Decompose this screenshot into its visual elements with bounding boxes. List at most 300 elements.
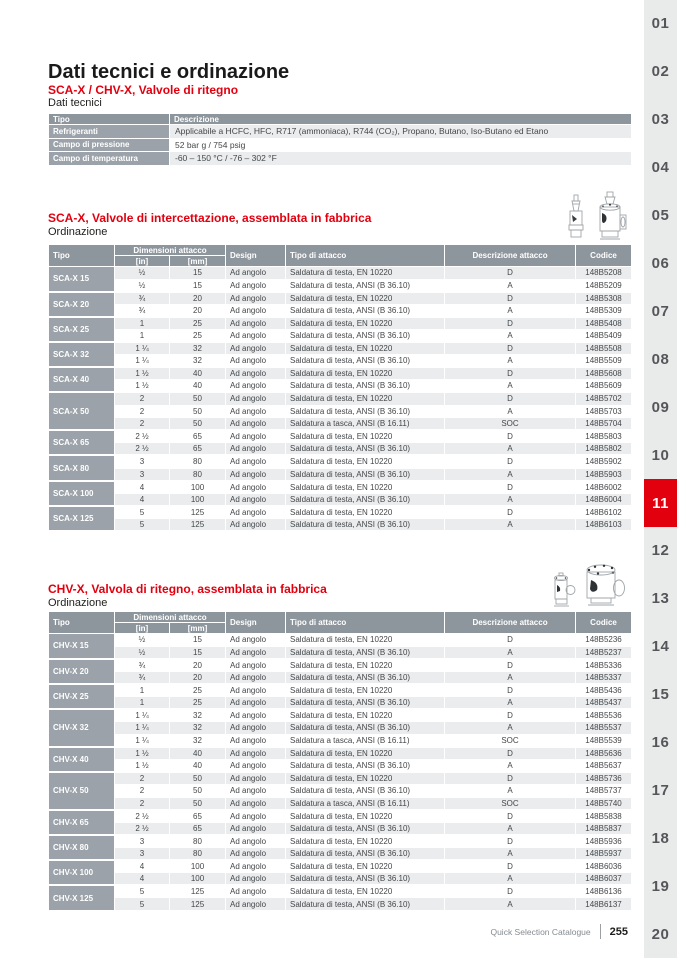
check-valve-small-icon bbox=[552, 572, 576, 610]
cell-descr: D bbox=[445, 392, 576, 405]
cell-design: Ad angolo bbox=[226, 355, 286, 368]
cell-mm: 32 bbox=[170, 709, 226, 722]
cell-att: Saldatura di testa, EN 10220 bbox=[286, 317, 445, 330]
cell-att: Saldatura di testa, ANSI (B 36.10) bbox=[286, 873, 445, 886]
cell-code: 148B5408 bbox=[576, 317, 632, 330]
table-row bbox=[49, 317, 632, 330]
footer-divider bbox=[600, 924, 601, 939]
cell-descr: A bbox=[445, 493, 576, 506]
table-row bbox=[49, 722, 632, 735]
cell-mm: 50 bbox=[170, 797, 226, 810]
cell-code: 148B5208 bbox=[576, 267, 632, 280]
cell-descr: SOC bbox=[445, 734, 576, 747]
cell-mm: 50 bbox=[170, 785, 226, 798]
cell-in: ½ bbox=[115, 646, 170, 659]
type-cell: SCA-X 65 bbox=[49, 430, 115, 455]
table-row bbox=[49, 848, 632, 861]
cell-code: 148B5702 bbox=[576, 392, 632, 405]
cell-in: 2 bbox=[115, 392, 170, 405]
cell-in: 2 ½ bbox=[115, 430, 170, 443]
cell-in: 5 bbox=[115, 506, 170, 519]
cell-design: Ad angolo bbox=[226, 646, 286, 659]
table-row bbox=[49, 518, 632, 531]
cell-design: Ad angolo bbox=[226, 405, 286, 418]
cell-mm: 20 bbox=[170, 304, 226, 317]
cell-in: 5 bbox=[115, 518, 170, 531]
cell-design: Ad angolo bbox=[226, 822, 286, 835]
cell-att: Saldatura di testa, EN 10220 bbox=[286, 267, 445, 280]
cell-att: Saldatura di testa, ANSI (B 36.10) bbox=[286, 405, 445, 418]
table-row bbox=[49, 380, 632, 393]
cell-descr: D bbox=[445, 835, 576, 848]
cell-design: Ad angolo bbox=[226, 885, 286, 898]
cell-descr: D bbox=[445, 634, 576, 647]
cell-descr: D bbox=[445, 747, 576, 760]
cell-code: 148B5437 bbox=[576, 696, 632, 709]
col-header-tipo-attacco: Tipo di attacco bbox=[286, 612, 445, 634]
sidebar-item-01[interactable]: 01 bbox=[651, 15, 670, 33]
cell-mm: 15 bbox=[170, 279, 226, 292]
cell-descr: D bbox=[445, 317, 576, 330]
cell-in: 5 bbox=[115, 885, 170, 898]
col-header-design: Design bbox=[226, 612, 286, 634]
table-row bbox=[49, 405, 632, 418]
table-row bbox=[49, 329, 632, 342]
row-label: Campo di pressione bbox=[49, 138, 170, 152]
cell-att: Saldatura di testa, ANSI (B 36.10) bbox=[286, 304, 445, 317]
cell-design: Ad angolo bbox=[226, 430, 286, 443]
cell-descr: A bbox=[445, 279, 576, 292]
row-label: Refrigeranti bbox=[49, 125, 170, 139]
cell-descr: A bbox=[445, 898, 576, 911]
cell-att: Saldatura di testa, ANSI (B 36.10) bbox=[286, 696, 445, 709]
sidebar-item-04[interactable]: 04 bbox=[651, 159, 670, 177]
cell-in: 2 ½ bbox=[115, 443, 170, 456]
cell-code: 148B5537 bbox=[576, 722, 632, 735]
table-row bbox=[49, 506, 632, 519]
cell-descr: A bbox=[445, 722, 576, 735]
cell-att: Saldatura di testa, EN 10220 bbox=[286, 684, 445, 697]
col-header-codice: Codice bbox=[576, 612, 632, 634]
table-header-row bbox=[49, 612, 632, 623]
cell-code: 148B5803 bbox=[576, 430, 632, 443]
cell-in: 1 ½ bbox=[115, 759, 170, 772]
col-header-mm: [mm] bbox=[170, 623, 226, 634]
angle-valve-large-icon bbox=[592, 191, 628, 243]
cell-design: Ad angolo bbox=[226, 304, 286, 317]
sidebar-item-03[interactable]: 03 bbox=[651, 111, 670, 129]
cell-code: 148B5209 bbox=[576, 279, 632, 292]
sidebar-item-06[interactable]: 06 bbox=[651, 254, 670, 272]
cell-descr: A bbox=[445, 355, 576, 368]
cell-code: 148B5637 bbox=[576, 759, 632, 772]
cell-code: 148B5936 bbox=[576, 835, 632, 848]
cell-mm: 65 bbox=[170, 810, 226, 823]
cell-att: Saldatura di testa, EN 10220 bbox=[286, 860, 445, 873]
cell-design: Ad angolo bbox=[226, 493, 286, 506]
type-cell: SCA-X 20 bbox=[49, 292, 115, 317]
sidebar-item-20[interactable]: 20 bbox=[651, 925, 670, 943]
chapter-nav bbox=[644, 0, 677, 958]
table-row bbox=[49, 810, 632, 823]
cell-code: 148B6103 bbox=[576, 518, 632, 531]
cell-att: Saldatura di testa, ANSI (B 36.10) bbox=[286, 785, 445, 798]
cell-att: Saldatura di testa, EN 10220 bbox=[286, 835, 445, 848]
row-label: Campo di temperatura bbox=[49, 152, 170, 166]
cell-descr: D bbox=[445, 506, 576, 519]
cell-descr: D bbox=[445, 367, 576, 380]
sidebar-item-02[interactable]: 02 bbox=[651, 63, 670, 81]
type-cell: SCA-X 40 bbox=[49, 367, 115, 392]
cell-mm: 32 bbox=[170, 342, 226, 355]
cell-in: 1 ¼ bbox=[115, 734, 170, 747]
cell-code: 148B5237 bbox=[576, 646, 632, 659]
type-cell: CHV-X 65 bbox=[49, 810, 115, 835]
page-footer bbox=[490, 924, 628, 939]
col-header-in: [in] bbox=[115, 623, 170, 634]
cell-in: 1 ½ bbox=[115, 367, 170, 380]
cell-in: 3 bbox=[115, 835, 170, 848]
sidebar-item-07[interactable]: 07 bbox=[651, 302, 670, 320]
cell-mm: 100 bbox=[170, 873, 226, 886]
cell-att: Saldatura di testa, EN 10220 bbox=[286, 430, 445, 443]
cell-mm: 80 bbox=[170, 455, 226, 468]
cell-mm: 40 bbox=[170, 367, 226, 380]
cell-code: 148B6136 bbox=[576, 885, 632, 898]
cell-design: Ad angolo bbox=[226, 392, 286, 405]
cell-in: 1 ¼ bbox=[115, 722, 170, 735]
cell-design: Ad angolo bbox=[226, 380, 286, 393]
cell-att: Saldatura di testa, EN 10220 bbox=[286, 506, 445, 519]
col-header-tipo: Tipo bbox=[49, 612, 115, 634]
cell-code: 148B6036 bbox=[576, 860, 632, 873]
section2-subheading: Ordinazione bbox=[48, 226, 108, 238]
cell-mm: 20 bbox=[170, 292, 226, 305]
row-value: Applicabile a HCFC, HFC, R717 (ammoniaca), R744 (CO₂), Propano, Butano, Iso-Butano ed Etano bbox=[170, 125, 632, 139]
cell-att: Saldatura di testa, ANSI (B 36.10) bbox=[286, 722, 445, 735]
cell-in: 5 bbox=[115, 898, 170, 911]
check-valve-large-icon bbox=[582, 562, 626, 610]
cell-code: 148B5838 bbox=[576, 810, 632, 823]
cell-att: Saldatura di testa, ANSI (B 36.10) bbox=[286, 329, 445, 342]
cell-att: Saldatura di testa, ANSI (B 36.10) bbox=[286, 671, 445, 684]
table-row bbox=[49, 279, 632, 292]
cell-mm: 80 bbox=[170, 835, 226, 848]
cell-in: 1 ½ bbox=[115, 747, 170, 760]
table-row bbox=[49, 392, 632, 405]
cell-mm: 25 bbox=[170, 696, 226, 709]
section2-heading: SCA-X, Valvole di intercettazione, assemblata in fabbrica bbox=[48, 211, 372, 225]
cell-code: 148B5902 bbox=[576, 455, 632, 468]
cell-code: 148B5236 bbox=[576, 634, 632, 647]
cell-in: ¾ bbox=[115, 671, 170, 684]
type-cell: CHV-X 80 bbox=[49, 835, 115, 860]
page-title: Dati tecnici e ordinazione bbox=[48, 61, 290, 84]
cell-design: Ad angolo bbox=[226, 722, 286, 735]
col-header-descrizione-attacco: Descrizione attacco bbox=[445, 612, 576, 634]
cell-descr: D bbox=[445, 430, 576, 443]
cell-descr: D bbox=[445, 342, 576, 355]
cell-code: 148B6004 bbox=[576, 493, 632, 506]
type-cell: CHV-X 20 bbox=[49, 659, 115, 684]
cell-design: Ad angolo bbox=[226, 443, 286, 456]
cell-design: Ad angolo bbox=[226, 759, 286, 772]
cell-code: 148B5337 bbox=[576, 671, 632, 684]
cell-code: 148B5737 bbox=[576, 785, 632, 798]
table-row bbox=[49, 785, 632, 798]
cell-mm: 15 bbox=[170, 267, 226, 280]
table-row bbox=[49, 355, 632, 368]
cell-design: Ad angolo bbox=[226, 329, 286, 342]
cell-design: Ad angolo bbox=[226, 734, 286, 747]
cell-in: 1 bbox=[115, 696, 170, 709]
cell-code: 148B6037 bbox=[576, 873, 632, 886]
cell-design: Ad angolo bbox=[226, 279, 286, 292]
cell-in: 2 bbox=[115, 797, 170, 810]
cell-code: 148B6137 bbox=[576, 898, 632, 911]
sidebar-item-17[interactable]: 17 bbox=[651, 781, 670, 799]
cell-att: Saldatura di testa, ANSI (B 36.10) bbox=[286, 848, 445, 861]
section3-product-icons bbox=[552, 562, 626, 610]
cell-att: Saldatura di testa, ANSI (B 36.10) bbox=[286, 468, 445, 481]
cell-design: Ad angolo bbox=[226, 848, 286, 861]
cell-design: Ad angolo bbox=[226, 634, 286, 647]
cell-design: Ad angolo bbox=[226, 518, 286, 531]
table-row bbox=[49, 430, 632, 443]
cell-code: 148B5703 bbox=[576, 405, 632, 418]
section1-heading: SCA-X / CHV-X, Valvole di ritegno bbox=[48, 83, 239, 97]
cell-in: 1 ¼ bbox=[115, 709, 170, 722]
col-header-descrizione: Descrizione bbox=[170, 114, 632, 125]
catalogue-name: Quick Selection Catalogue bbox=[490, 926, 591, 937]
cell-att: Saldatura di testa, EN 10220 bbox=[286, 367, 445, 380]
cell-in: ¾ bbox=[115, 659, 170, 672]
cell-descr: A bbox=[445, 380, 576, 393]
table-row bbox=[49, 860, 632, 873]
cell-mm: 20 bbox=[170, 659, 226, 672]
cell-design: Ad angolo bbox=[226, 659, 286, 672]
cell-descr: A bbox=[445, 822, 576, 835]
sidebar-item-09[interactable]: 09 bbox=[651, 398, 670, 416]
type-cell: SCA-X 50 bbox=[49, 392, 115, 430]
sidebar-item-10[interactable]: 10 bbox=[651, 446, 670, 464]
table-row bbox=[49, 292, 632, 305]
cell-code: 148B5903 bbox=[576, 468, 632, 481]
cell-design: Ad angolo bbox=[226, 684, 286, 697]
table-row bbox=[49, 418, 632, 431]
cell-descr: D bbox=[445, 772, 576, 785]
row-value: -60 – 150 °C / -76 – 302 °F bbox=[170, 152, 632, 166]
cell-descr: D bbox=[445, 267, 576, 280]
cell-design: Ad angolo bbox=[226, 709, 286, 722]
cell-code: 148B5609 bbox=[576, 380, 632, 393]
col-header-mm: [mm] bbox=[170, 256, 226, 267]
sidebar-item-13[interactable]: 13 bbox=[651, 590, 670, 608]
cell-descr: D bbox=[445, 481, 576, 494]
cell-descr: A bbox=[445, 468, 576, 481]
cell-descr: A bbox=[445, 785, 576, 798]
col-header-in: [in] bbox=[115, 256, 170, 267]
sidebar-item-16[interactable]: 16 bbox=[651, 734, 670, 752]
cell-att: Saldatura di testa, EN 10220 bbox=[286, 747, 445, 760]
cell-descr: D bbox=[445, 455, 576, 468]
cell-att: Saldatura di testa, EN 10220 bbox=[286, 481, 445, 494]
cell-in: 4 bbox=[115, 493, 170, 506]
table-row bbox=[49, 835, 632, 848]
cell-att: Saldatura di testa, ANSI (B 36.10) bbox=[286, 759, 445, 772]
cell-code: 148B5308 bbox=[576, 292, 632, 305]
cell-code: 148B5436 bbox=[576, 684, 632, 697]
table-row bbox=[49, 455, 632, 468]
type-cell: SCA-X 100 bbox=[49, 481, 115, 506]
section3-subheading: Ordinazione bbox=[48, 597, 108, 609]
cell-att: Saldatura di testa, ANSI (B 36.10) bbox=[286, 380, 445, 393]
table-row bbox=[49, 493, 632, 506]
cell-att: Saldatura di testa, EN 10220 bbox=[286, 455, 445, 468]
cell-mm: 50 bbox=[170, 418, 226, 431]
type-cell: SCA-X 25 bbox=[49, 317, 115, 342]
type-cell: CHV-X 32 bbox=[49, 709, 115, 747]
cell-design: Ad angolo bbox=[226, 898, 286, 911]
cell-att: Saldatura di testa, ANSI (B 36.10) bbox=[286, 518, 445, 531]
cell-mm: 50 bbox=[170, 772, 226, 785]
cell-code: 148B5539 bbox=[576, 734, 632, 747]
cell-mm: 80 bbox=[170, 848, 226, 861]
cell-design: Ad angolo bbox=[226, 810, 286, 823]
cell-design: Ad angolo bbox=[226, 455, 286, 468]
cell-code: 148B5508 bbox=[576, 342, 632, 355]
cell-mm: 32 bbox=[170, 734, 226, 747]
type-cell: CHV-X 40 bbox=[49, 747, 115, 772]
cell-code: 148B5336 bbox=[576, 659, 632, 672]
cell-att: Saldatura di testa, EN 10220 bbox=[286, 709, 445, 722]
cell-in: ½ bbox=[115, 634, 170, 647]
sidebar-item-18[interactable]: 18 bbox=[651, 829, 670, 847]
cell-in: 4 bbox=[115, 481, 170, 494]
cell-mm: 40 bbox=[170, 380, 226, 393]
sca-x-order-table bbox=[48, 244, 632, 531]
table-row bbox=[49, 125, 632, 139]
cell-descr: SOC bbox=[445, 418, 576, 431]
col-header-codice: Codice bbox=[576, 245, 632, 267]
row-value: 52 bar g / 754 psig bbox=[170, 138, 632, 152]
col-header-dimensioni: Dimensioni attacco bbox=[115, 245, 226, 256]
cell-descr: A bbox=[445, 304, 576, 317]
sidebar-item-05[interactable]: 05 bbox=[651, 207, 670, 225]
cell-code: 148B5837 bbox=[576, 822, 632, 835]
cell-descr: A bbox=[445, 759, 576, 772]
cell-descr: D bbox=[445, 885, 576, 898]
cell-design: Ad angolo bbox=[226, 506, 286, 519]
sidebar-item-19[interactable]: 19 bbox=[651, 877, 670, 895]
table-row bbox=[49, 481, 632, 494]
cell-descr: D bbox=[445, 709, 576, 722]
cell-design: Ad angolo bbox=[226, 418, 286, 431]
table-row bbox=[49, 709, 632, 722]
cell-design: Ad angolo bbox=[226, 696, 286, 709]
sidebar-item-11[interactable]: 11 bbox=[644, 479, 677, 527]
table-header-row bbox=[49, 245, 632, 256]
cell-descr: D bbox=[445, 860, 576, 873]
cell-in: 2 ½ bbox=[115, 822, 170, 835]
section3-heading: CHV-X, Valvola di ritegno, assemblata in fabbrica bbox=[48, 582, 327, 596]
page-number: 255 bbox=[609, 925, 628, 938]
cell-code: 148B5636 bbox=[576, 747, 632, 760]
table-row bbox=[49, 873, 632, 886]
cell-in: 2 bbox=[115, 405, 170, 418]
cell-mm: 125 bbox=[170, 506, 226, 519]
cell-code: 148B5309 bbox=[576, 304, 632, 317]
cell-design: Ad angolo bbox=[226, 797, 286, 810]
cell-mm: 32 bbox=[170, 355, 226, 368]
cell-in: ¾ bbox=[115, 292, 170, 305]
cell-design: Ad angolo bbox=[226, 873, 286, 886]
cell-code: 148B6002 bbox=[576, 481, 632, 494]
section2-product-icons bbox=[566, 191, 628, 243]
table-row bbox=[49, 885, 632, 898]
cell-design: Ad angolo bbox=[226, 292, 286, 305]
cell-code: 148B6102 bbox=[576, 506, 632, 519]
cell-in: 1 bbox=[115, 329, 170, 342]
table-row bbox=[49, 659, 632, 672]
cell-mm: 50 bbox=[170, 392, 226, 405]
cell-in: 1 ¼ bbox=[115, 342, 170, 355]
cell-att: Saldatura di testa, EN 10220 bbox=[286, 342, 445, 355]
section1-subheading: Dati tecnici bbox=[48, 97, 102, 109]
cell-att: Saldatura di testa, ANSI (B 36.10) bbox=[286, 355, 445, 368]
table-row bbox=[49, 797, 632, 810]
cell-mm: 100 bbox=[170, 860, 226, 873]
table-row bbox=[49, 646, 632, 659]
type-cell: CHV-X 125 bbox=[49, 885, 115, 910]
cell-in: ½ bbox=[115, 267, 170, 280]
cell-att: Saldatura di testa, EN 10220 bbox=[286, 634, 445, 647]
cell-code: 148B5536 bbox=[576, 709, 632, 722]
cell-mm: 15 bbox=[170, 634, 226, 647]
table-row bbox=[49, 367, 632, 380]
cell-in: 4 bbox=[115, 873, 170, 886]
chv-x-order-table bbox=[48, 611, 632, 911]
cell-descr: D bbox=[445, 659, 576, 672]
col-header-tipo: Tipo bbox=[49, 114, 170, 125]
cell-mm: 125 bbox=[170, 898, 226, 911]
sidebar-item-14[interactable]: 14 bbox=[651, 638, 670, 656]
table-row bbox=[49, 822, 632, 835]
type-cell: SCA-X 32 bbox=[49, 342, 115, 367]
cell-mm: 100 bbox=[170, 481, 226, 494]
table-row bbox=[49, 747, 632, 760]
angle-valve-small-icon bbox=[566, 193, 586, 243]
cell-code: 148B5409 bbox=[576, 329, 632, 342]
cell-descr: A bbox=[445, 646, 576, 659]
cell-design: Ad angolo bbox=[226, 367, 286, 380]
cell-att: Saldatura di testa, EN 10220 bbox=[286, 772, 445, 785]
sidebar-item-15[interactable]: 15 bbox=[651, 686, 670, 704]
type-cell: SCA-X 15 bbox=[49, 267, 115, 292]
table-row bbox=[49, 772, 632, 785]
table-row bbox=[49, 734, 632, 747]
cell-in: 4 bbox=[115, 860, 170, 873]
table-row bbox=[49, 443, 632, 456]
cell-in: 3 bbox=[115, 468, 170, 481]
cell-att: Saldatura di testa, ANSI (B 36.10) bbox=[286, 279, 445, 292]
cell-mm: 25 bbox=[170, 329, 226, 342]
type-cell: CHV-X 25 bbox=[49, 684, 115, 709]
sidebar-item-12[interactable]: 12 bbox=[651, 542, 670, 560]
sidebar-item-08[interactable]: 08 bbox=[651, 350, 670, 368]
type-cell: SCA-X 125 bbox=[49, 506, 115, 531]
cell-descr: SOC bbox=[445, 797, 576, 810]
